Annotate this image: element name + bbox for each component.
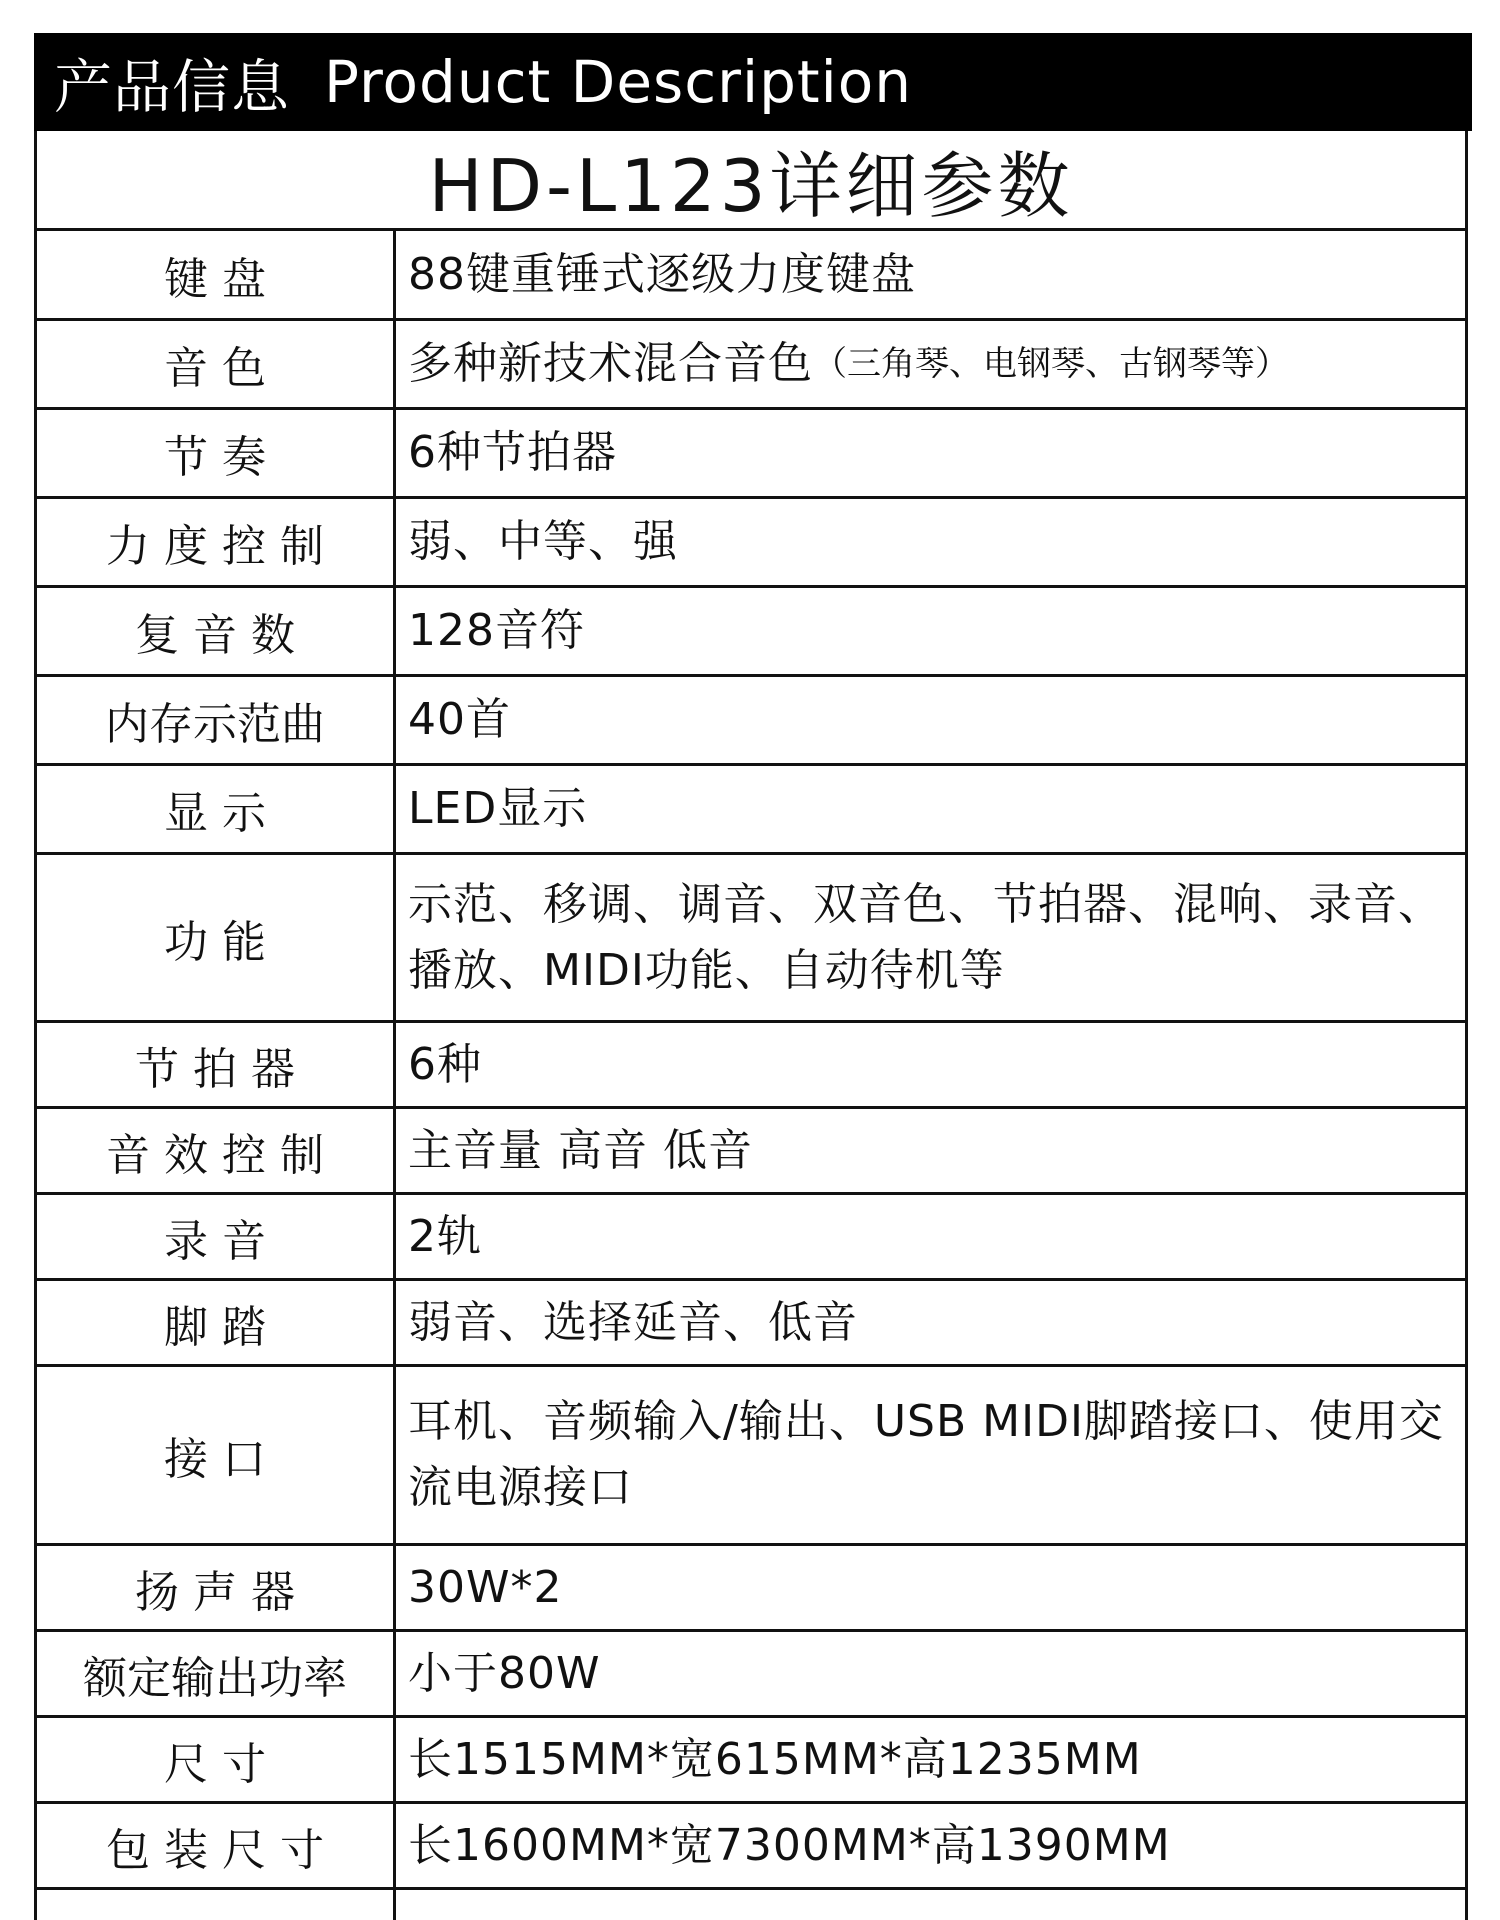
spec-row-cutoff: [37, 1890, 1465, 1920]
spec-label: 音 效 控 制: [37, 1109, 396, 1192]
spec-row-metronome: [37, 1023, 1465, 1109]
spec-value: [396, 499, 1465, 585]
spec-row-speakers: [37, 1546, 1465, 1632]
header-title-cn: 产品信息: [54, 53, 291, 121]
spec-row-demo-songs: [37, 677, 1465, 766]
spec-label: 音 色: [37, 321, 396, 407]
spec-row-velocity-control: [37, 499, 1465, 588]
spec-value: [396, 1281, 1465, 1364]
spec-label: 尺 寸: [37, 1718, 396, 1801]
spec-table: [34, 131, 1468, 1920]
spec-value-text: 6种节拍器: [408, 427, 617, 478]
spec-row-rated-power: [37, 1632, 1465, 1718]
spec-value: [396, 231, 1465, 318]
spec-label: 力 度 控 制: [37, 499, 396, 585]
spec-row-ports: [37, 1367, 1465, 1546]
spec-row-rhythm: [37, 410, 1465, 499]
spec-value-text: 30W*2: [408, 1561, 563, 1613]
spec-row-polyphony: [37, 588, 1465, 677]
spec-label: 显 示: [37, 766, 396, 852]
spec-label-cutoff: [37, 1890, 396, 1920]
spec-value-note: （三角琴、电钢琴、古钢琴等）: [813, 344, 1289, 384]
spec-value-text: 长1515MM*宽615MM*高1235MM: [408, 1733, 1142, 1785]
spec-label: 节 拍 器: [37, 1023, 396, 1106]
spec-value-text: 弱、中等、强: [408, 516, 678, 567]
spec-value: [396, 1023, 1465, 1106]
spec-row-functions: [37, 855, 1465, 1023]
spec-label: 复 音 数: [37, 588, 396, 674]
spec-label: 脚 踏: [37, 1281, 396, 1364]
spec-row-sound-control: [37, 1109, 1465, 1195]
spec-value: [396, 321, 1465, 407]
spec-table-title: HD-L123详细参数: [37, 131, 1465, 231]
spec-value-text: LED显示: [408, 783, 588, 834]
spec-value: [396, 1109, 1465, 1192]
spec-value: [396, 855, 1465, 1020]
spec-value-text: 2轨: [408, 1210, 482, 1262]
spec-value-text: 主音量 高音 低音: [408, 1124, 753, 1176]
spec-label: 接 口: [37, 1367, 396, 1543]
spec-value-text: 小于80W: [408, 1647, 601, 1699]
spec-value: [396, 1804, 1465, 1887]
spec-value: [396, 588, 1465, 674]
spec-row-keyboard: [37, 231, 1465, 321]
spec-row-pedals: [37, 1281, 1465, 1367]
product-description-header: [34, 33, 1472, 131]
spec-value-text: 128音符: [408, 605, 585, 656]
spec-value-text: 多种新技术混合音色: [408, 338, 813, 389]
spec-value-text: 长1600MM*宽7300MM*高1390MM: [408, 1819, 1171, 1871]
spec-label: 节 奏: [37, 410, 396, 496]
spec-value: [396, 766, 1465, 852]
spec-label: 扬 声 器: [37, 1546, 396, 1629]
spec-value-cutoff: [396, 1890, 1465, 1920]
spec-value-text: 88键重锤式逐级力度键盘: [408, 248, 916, 300]
spec-value-text: 弱音、选择延音、低音: [408, 1296, 858, 1348]
spec-row-dimensions: [37, 1718, 1465, 1804]
spec-value: [396, 677, 1465, 763]
spec-row-display: [37, 766, 1465, 855]
spec-row-package-dimensions: [37, 1804, 1465, 1890]
spec-value: [396, 410, 1465, 496]
header-title-en: Product Description: [324, 48, 912, 116]
spec-value-text: 示范、移调、调音、双音色、节拍器、混响、录音、播放、MIDI功能、自动待机等: [408, 878, 1443, 996]
spec-value: [396, 1632, 1465, 1715]
spec-value: [396, 1367, 1465, 1543]
spec-value: [396, 1195, 1465, 1278]
spec-label: 包 装 尺 寸: [37, 1804, 396, 1887]
spec-label: 功 能: [37, 855, 396, 1020]
spec-value-text: 40首: [408, 694, 511, 745]
spec-label: 额定输出功率: [37, 1632, 396, 1715]
spec-label: 内存示范曲: [37, 677, 396, 763]
spec-label: 键 盘: [37, 231, 396, 318]
spec-value-text: 耳机、音频输入/输出、USB MIDI脚踏接口、使用交流电源接口: [408, 1396, 1444, 1513]
spec-value: [396, 1718, 1465, 1801]
spec-row-recording: [37, 1195, 1465, 1281]
spec-row-tone: [37, 321, 1465, 410]
spec-value-text: 6种: [408, 1038, 482, 1090]
spec-label: 录 音: [37, 1195, 396, 1278]
spec-value: [396, 1546, 1465, 1629]
